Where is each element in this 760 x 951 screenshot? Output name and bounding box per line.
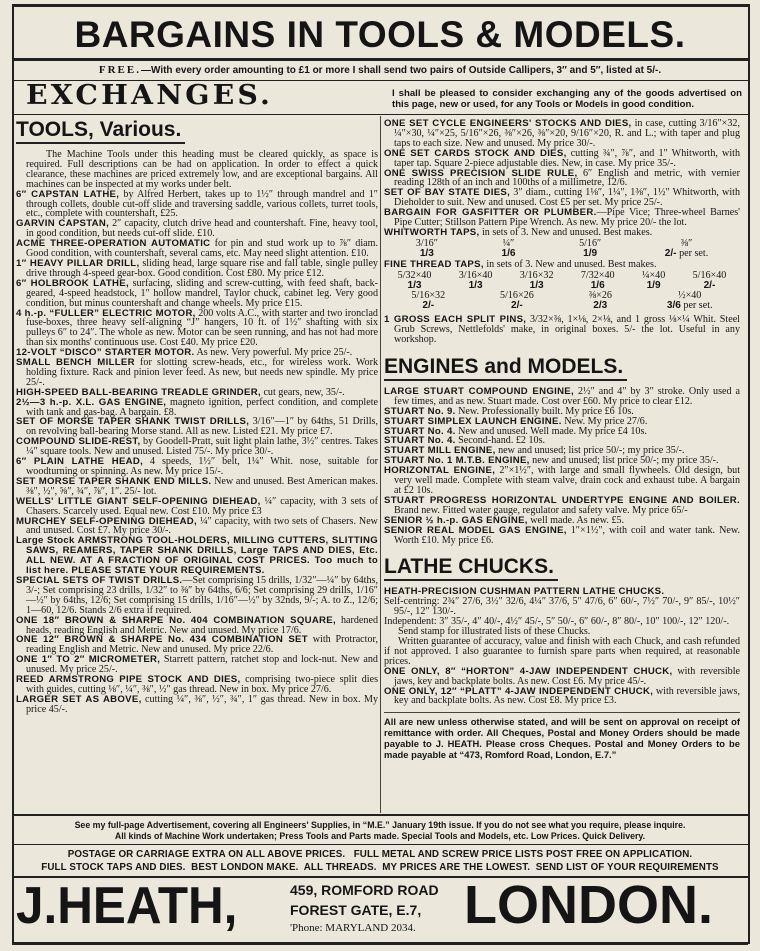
tap-size: ¼×40	[641, 269, 666, 281]
chucks-notes	[384, 627, 740, 667]
item-description: hardened heads, reading English and Metric. New and unused. My price 17/6.	[26, 614, 378, 636]
chuck-note: Send stamp for illustrated lists of these Chucks.	[398, 626, 591, 638]
item-title: BARGAIN FOR GASFITTER OR PLUMBER.	[384, 207, 597, 219]
chucks-list	[384, 587, 740, 627]
item-description: Brand new. Fitted water gauge, regulator and safety valve. My price 65/-	[394, 504, 688, 516]
item-title: Large Stock ARMSTRONG TOOL-HOLDERS, MILLING CUTTERS, SLITTING SAWS, REAMERS, TAPER SHANK DRILLS, Large TAPS AND DIES, Etc. ALL NEW. AT A FRACTION OF ORIGINAL COST PRICES. Too much to list here. PLEASE STATE YOUR REQUIREMENTS.	[16, 535, 378, 577]
list-item	[384, 387, 740, 407]
list-item	[16, 457, 378, 477]
list-item	[16, 477, 378, 497]
price-cell	[589, 291, 612, 311]
tap-size: 5/16″	[579, 237, 602, 249]
item-description: with reversible jaws, key and backplate bolts. As new. Cost £8. My price £3.	[394, 685, 740, 707]
item-description: —Set comprising 15 drills, 1/32″—¼″ by 64ths, 3/-; Set comprising 23 drills, 1/32″ to ⅜″ by 64ths, 6/6; Set comprising 29 drills, 1/16″—½″ by 64ths, 12/6; Set comprising 15 drills, 1/16″—½″ by 32nds, 9/-; A. to Z., 12/6; 1—60, 12/6. Stands 2/6 extra if required.	[26, 574, 378, 616]
item-description: New and unused. Best American makes. ⅜″, ½″, ⅝″, ¾″, ⅞″, 1″. 25/- lot.	[26, 475, 378, 497]
fine-thread-taps	[384, 260, 740, 312]
item-title: STUART No. 4.	[384, 435, 456, 447]
price-cell	[665, 239, 708, 259]
item-title: STUART PROGRESS HORIZONTAL UNDERTYPE ENGINE AND BOILER.	[384, 494, 740, 506]
item-description: in case, cutting 3/16″×32, ¼″×30, ¼″×25, 5/16″×26, ⅜″×26, ⅜″×20, 9/16″×20, R. and L.; with taper and plug taps to each size. New and unused. My price 30/-.	[394, 118, 740, 149]
advert-note	[14, 820, 746, 842]
item-description: comprising two-piece split dies with guides, cutting ⅛″, ¼″, ⅜″, ½″ gas thread. New in box. My price 27/6.	[26, 674, 378, 695]
price-value: 2/-	[510, 300, 523, 312]
item-title: SENIOR REAL MODEL GAS ENGINE,	[384, 524, 567, 536]
item-description: Independent: 3″ 35/-, 4″ 40/-, 4½″ 45/-, 5″ 50/-, 6″ 60/-, 8″ 80/-, 10″ 100/-, 12″ 120/-.	[384, 616, 730, 628]
price-cell	[642, 271, 665, 291]
price-table-row	[384, 239, 740, 259]
item-description: Self-centring: 2¾″ 27/6, 3½″ 32/6, 4¼″ 37/6, 5″ 47/6, 6″ 60/-, 7½″ 70/-, 9″ 85/-, 10½″ 95/-, 12″ 130/-.	[384, 596, 740, 618]
price-cell	[667, 291, 713, 311]
list-item	[16, 576, 378, 616]
tap-size: 3/16×32	[519, 269, 554, 281]
tap-size: ¼″	[502, 237, 515, 249]
price-cell	[398, 271, 432, 291]
item-title: REED ARMSTRONG PIPE STOCK AND DIES,	[16, 674, 241, 686]
item-title: STUART No. 1 M.T.B. ENGINE,	[384, 455, 530, 467]
split-pins	[384, 315, 740, 345]
price-cell	[581, 271, 615, 291]
price-value: 1/3	[529, 279, 544, 291]
price-value: 2/-	[703, 279, 716, 291]
item-title: ONE SWISS PRECISION SLIDE RULE,	[384, 167, 578, 179]
divider	[12, 114, 748, 115]
item-title: ONE ONLY, 8″ “HORTON” 4-JAW INDEPENDENT CHUCK,	[384, 665, 673, 677]
item-description: 3/32×⅜, 1×⅛, 2×⅛, and 1 gross ⅛×¼ Whit. Steel Grub Screws, Nettlefolds' make, in original boxes. 5/- the lot. Useful in any workshop.	[394, 314, 740, 346]
tap-price	[589, 301, 612, 311]
item-title: HORIZONTAL ENGINE,	[384, 465, 496, 477]
item-title: SMALL BENCH MILLER	[16, 357, 135, 369]
tap-price	[579, 249, 601, 259]
item-description: new and unused; list price 50/-; my price 35/-.	[495, 445, 685, 457]
item-title: ONE 12″ BROWN & SHARPE No. 434 COMBINATION SET	[16, 634, 308, 646]
item-title: STUART SIMPLEX LAUNCH ENGINE.	[384, 415, 562, 427]
item-title: ACME THREE-OPERATION AUTOMATIC	[16, 238, 211, 250]
tap-price	[520, 281, 554, 291]
item-title: COMPOUND SLIDE-REST,	[16, 436, 141, 448]
item-description: ¼″ capacity, with two sets of Chasers. New and unused. Cost £7. My price 30/-.	[26, 515, 378, 537]
list-item	[16, 517, 378, 537]
item-description: cutting ¼″, ⅜″, ½″, ¾″, 1″ gas thread. New in box. My price 45/-.	[26, 693, 378, 715]
tap-price	[501, 249, 515, 259]
item-title: ONE ONLY, 12″ “PLATT” 4-JAW INDEPENDENT CHUCK,	[384, 685, 654, 697]
item-description: surfacing, sliding and screw-cutting, with feed shaft, back-geared, 4-speed headstock, 1″ hollow mandrel, Taylor chuck, cabinet leg. Very good condition, but minus countershaft and change wheels. My price £15.	[26, 277, 378, 309]
postage-line-2: FULL STOCK TAPS AND DIES. BEST LONDON MAKE. ALL THREADS. MY PRICES ARE THE LOWEST. SEND LIST OF YOUR REQUIREMENTS	[41, 862, 719, 873]
advert-line-2: All kinds of Machine Work undertaken; Press Tools and Parts made. Special Tools and Models, etc. Low Prices. Quick Delivery.	[114, 831, 646, 841]
page-title: BARGAINS IN TOOLS & MODELS.	[74, 14, 686, 55]
item-title: LARGE STUART COMPOUND ENGINE,	[384, 385, 574, 397]
item-description: 3/16″—1″ by 64ths, 51 Drills, on revolving ball-bearing Morse stand. All as new. Listed £21. My price £7.	[26, 416, 378, 438]
merchant-city: LONDON.	[464, 875, 713, 935]
item-description: —Pipe Vice; Three-wheel Barnes' Pipe Cutter; Stillson Pattern Pipe Wrench. As new. My price 20/- the lot.	[394, 207, 740, 229]
list-item	[384, 687, 740, 707]
price-cell	[501, 239, 515, 259]
item-description: well made. As new. £5.	[527, 514, 625, 526]
item-description: for slotting screw-heads, etc., for wireless work. Work holding fixture. Rack and pinion lever feed. As new, but needs new spindle. My price 25/-.	[26, 357, 378, 388]
price-cell	[411, 291, 445, 311]
tap-size: ⅜×26	[588, 290, 612, 302]
exchanges-heading: EXCHANGES.	[26, 80, 274, 111]
item-title: 6″ CAPSTAN LATHE,	[16, 188, 120, 200]
tap-size: 5/16×26	[500, 290, 534, 302]
item-description: 200 volts A.C., with starter and two ironclad fuse-boxes, three heavy self-aligning “J” hangers, 10 ft. of 1½″ shafting with six pulleys 6″ to 24″. The whole as new. Motor can be seen running, and has not had more than six months' continuous use. Cost £40. My price £20.	[26, 307, 378, 349]
item-description: 2½″ and 4″ by 3″ stroke. Only used a few times, and as new. Stuart made. Cost over £60. My price to clear £12.	[394, 385, 741, 407]
list-item	[16, 635, 378, 655]
list-item	[16, 437, 378, 457]
price-cell	[579, 239, 601, 259]
item-title: SET MORSE TAPER SHANK END MILLS.	[16, 475, 212, 487]
item-title: HEATH-PRECISION CUSHMAN PATTERN LATHE CHUCKS.	[384, 586, 665, 598]
list-item	[16, 309, 378, 349]
list-item	[16, 497, 378, 517]
item-title: STUART No. 4.	[384, 425, 456, 437]
item-title: ONE SET CARDS STOCK AND DIES,	[384, 147, 567, 159]
item-title: 2½—3 h.-p. X.L. GAS ENGINE,	[16, 396, 167, 408]
price-value: 1/6	[501, 247, 516, 259]
item-description: magneto ignition, perfect condition, and complete with tank and gas-bag. A bargain. £8.	[26, 396, 378, 418]
price-value: 1/6	[590, 279, 605, 291]
item-title: MURCHEY SELF-OPENING DIEHEAD,	[16, 515, 197, 527]
tap-price	[459, 281, 493, 291]
list-item	[384, 188, 740, 208]
item-description: 2″×1½″, with large and small flywheels. Old design, but very well made. Complete with steam valve, drain cock and exhaust tube. A bargain at £2 10s.	[394, 465, 740, 496]
list-item	[16, 417, 378, 437]
tap-size: 5/32×40	[397, 269, 432, 281]
tap-size: 7/32×40	[580, 269, 615, 281]
list-item	[16, 190, 378, 220]
tap-price	[398, 281, 432, 291]
engines-list	[384, 387, 740, 546]
address-line-1: 459, ROMFORD ROAD	[290, 882, 439, 898]
item-title: 1″ HEAVY PILLAR DRILL,	[16, 257, 140, 269]
list-item	[384, 667, 740, 687]
list-item	[384, 597, 740, 617]
list-item	[384, 208, 740, 228]
item-title: STUART No. 9.	[384, 405, 456, 417]
list-item	[16, 279, 378, 309]
item-description: Starrett pattern, ratchet stop and lock-nut. New and unused. My price 25/-.	[26, 654, 378, 676]
free-text: —With every order amounting to £1 or more I shall send two pairs of Outside Callipers, 3″ and 5″, listed at 5/-.	[140, 65, 662, 76]
tap-price	[416, 249, 438, 259]
tap-price	[693, 281, 727, 291]
terms-notice: All are new unless otherwise stated, and will be sent on approval on receipt of remittance with order. All Cheques, Postal and Money Orders should be made payable to J. HEATH. Please cross Cheques. Postal and Money Orders to be made payable at “473, Romford Road, London, E.7.”	[384, 712, 740, 760]
tap-size: ½×40	[678, 290, 702, 302]
list-item	[384, 119, 740, 149]
item-description: in sets of 3. New and unused. Best makes.	[479, 226, 653, 238]
item-title: ONE SET CYCLE ENGINEERS' STOCKS AND DIES,	[384, 118, 632, 129]
list-item	[384, 315, 740, 345]
price-cell	[693, 271, 727, 291]
divider	[12, 844, 748, 845]
chucks-heading: LATHE CHUCKS.	[384, 555, 558, 581]
tap-price	[665, 249, 708, 259]
item-title: WHITWORTH TAPS,	[384, 226, 480, 238]
list-item	[384, 228, 740, 238]
item-title: 6″ HOLBROOK LATHE,	[16, 277, 129, 289]
postage-line-1: POSTAGE OR CARRIAGE EXTRA ON ALL ABOVE PRICES. FULL METAL AND SCREW PRICE LISTS POST FREE ON APPLICATION.	[67, 849, 693, 860]
merchant-address	[290, 880, 439, 936]
list-item	[16, 695, 378, 715]
item-title: SET OF BAY STATE DIES,	[384, 187, 511, 199]
item-description: 6″ English and metric, with vernier reading 128th of an inch and 100ths of a millimetre, 12/6.	[394, 167, 741, 189]
item-title: LARGER SET AS ABOVE,	[16, 693, 142, 705]
item-description: New and unused. Well made. My price £4 10s.	[455, 425, 647, 437]
item-description: sliding head, large square rise and fall table, single pulley drive through 4-speed gear-box. Good condition. Cost £80. My price £12.	[26, 257, 378, 279]
item-description: 4 speeds, 1½″ belt, 1¼″ Whit. nose, suitable for woodturning or spinning. As new. My price 15/-.	[26, 456, 378, 477]
price-suffix: per set.	[680, 300, 713, 312]
address-line-2: FOREST GATE, E.7,	[290, 902, 422, 918]
list-item	[384, 260, 740, 270]
item-title: 12-VOLT “DISCO” STARTER MOTOR.	[16, 347, 195, 359]
item-description: As new. Very powerful. My price 25/-.	[194, 347, 353, 359]
item-title: 4 h.-p. “FULLER” ELECTRIC MOTOR,	[16, 307, 196, 319]
item-description: 1″×1½″, with coil and water tank. New. Worth £10. My price £6.	[394, 524, 741, 546]
item-title: GARVIN CAPSTAN,	[16, 218, 110, 230]
item-title: SENIOR ½ h.-p. GAS ENGINE,	[384, 514, 528, 526]
column-divider	[380, 116, 381, 813]
price-cell	[520, 271, 554, 291]
item-description: ¼″ capacity, with 3 sets of Chasers. Scarcely used. Equal new. Cost £10. My price £3	[26, 495, 379, 517]
item-description: cut gears, new, 35/-.	[260, 386, 345, 398]
chucks-offers	[384, 667, 740, 707]
list-item	[384, 149, 740, 169]
item-description: Second-hand. £2 10s.	[455, 435, 546, 447]
tap-price	[500, 301, 534, 311]
tools-heading: TOOLS, Various.	[16, 118, 185, 144]
item-description: with Protractor, reading English and Metric. New and unused. My price 22/6.	[26, 634, 378, 656]
price-value: 3/6	[666, 300, 681, 312]
list-item	[384, 466, 740, 496]
item-title: FINE THREAD TAPS,	[384, 258, 484, 270]
chuck-note: Written guarantee of accuracy, value and finish with each Chuck, and cash refunded if not approved. I also guarantee to furnish spare parts when required, at reasonable prices.	[384, 635, 740, 667]
list-item	[16, 675, 378, 695]
exchanges-note: I shall be pleased to consider exchanging any of the goods advertised on this page, new or used, for any Tools or Models in good condition.	[392, 88, 742, 110]
item-title: ONE 18″ BROWN & SHARPE No. 404 COMBINATION SQUARE,	[16, 614, 336, 626]
merchant-name: J.HEATH,	[16, 877, 238, 935]
tools-intro: The Machine Tools under this heading must be cleared quickly, as space is required. Full descriptions can be had on application. In order to effect a quick clearance, these machines are priced extremely low, and are exceptional bargains. All machines can be inspected at my works under belt.	[26, 149, 378, 190]
price-suffix: per set.	[676, 247, 709, 259]
right-column	[384, 119, 740, 760]
tap-price	[411, 301, 445, 311]
list-item	[16, 219, 378, 239]
price-value: 1/9	[646, 279, 661, 291]
postage-note	[14, 848, 746, 874]
item-title: SET OF MORSE TAPER SHANK TWIST DRILLS,	[16, 416, 250, 428]
item-description: for pin and stud work up to ⅞″ diam. Good condition, with countershaft, several cams, etc. May need slight attention. £10.	[26, 238, 379, 260]
divider	[12, 58, 748, 61]
tap-size: 5/16×40	[692, 269, 727, 281]
bottom-rule	[12, 942, 748, 945]
list-item	[16, 616, 378, 636]
tap-price	[667, 301, 713, 311]
engines-heading: ENGINES and MODELS.	[384, 355, 627, 381]
whitworth-taps	[384, 228, 740, 259]
item-description: 3″ diam., cutting 1⅛″, 1¼″, 1⅜″, 1½″ Whitworth, with Dieholder to suit. New and unused. Cost £5 per set. My price 25/-.	[394, 187, 740, 209]
tap-size: 3/16″	[415, 237, 438, 249]
item-description: by Alfred Herbert, takes up to 1½″ through mandrel and 1″ through collets, double cut-off slide and traversing saddle, various collets, turret tools, etc., complete with countershaft, £25.	[26, 188, 379, 220]
tap-size: ⅜″	[680, 237, 693, 249]
item-title: SPECIAL SETS OF TWIST DRILLS.	[16, 574, 183, 586]
free-offer	[14, 64, 746, 76]
advert-line-1: See my full-page Advertisement, covering all Engineers' Supplies, in “M.E.” January 19th issue. If you do not see what you require, please inquire.	[74, 820, 686, 830]
list-item	[16, 398, 378, 418]
phone: 'Phone: MARYLAND 2034.	[290, 922, 416, 934]
item-description: in sets of 3. New and unused. Best makes.	[483, 258, 657, 270]
price-value: 2/-	[422, 300, 435, 312]
item-title: STUART MILL ENGINE,	[384, 445, 496, 457]
item-title: 1 GROSS EACH SPLIT PINS,	[384, 314, 527, 326]
price-value: 2/3	[593, 300, 608, 312]
list-item	[16, 239, 378, 259]
price-table-row	[384, 291, 740, 311]
tap-price	[581, 281, 615, 291]
top-rule	[12, 4, 748, 7]
price-value: 1/9	[583, 247, 598, 259]
item-title: HIGH-SPEED BALL-BEARING TREADLE GRINDER,	[16, 386, 261, 398]
price-value: 1/3	[407, 279, 422, 291]
divider	[12, 814, 748, 816]
price-cell	[416, 239, 438, 259]
item-description: New. My price 27/6.	[561, 415, 648, 427]
item-description: New. Professionally built. My price £6 10s.	[455, 405, 634, 417]
list-item	[16, 655, 378, 675]
item-description: by Goodell-Pratt, suit light plain lathe, 3½″ centres. Takes ¼″ square tools. New and unused. Listed 75/-. My price 30/-.	[26, 436, 378, 458]
tap-size: 5/16×32	[411, 290, 446, 302]
list-item	[384, 496, 740, 516]
tap-size: 3/16×40	[458, 269, 493, 281]
price-value: 1/3	[468, 279, 483, 291]
price-cell	[459, 271, 493, 291]
item-description: with reversible jaws, key and backplate bolts. As new. Cost £6. My price 45/-.	[394, 665, 740, 687]
item-title: WELLS' LITTLE GIANT SELF-OPENING DIEHEAD,	[16, 495, 261, 507]
list-item	[384, 526, 740, 546]
item-description: new and unused; list price 50/-; my price 35/-.	[529, 455, 719, 467]
item-description: 2″ capacity, clutch drive head and countershaft. Fine, heavy tool, in good condition, but needs cut-off slide. £10.	[26, 218, 378, 240]
price-cell	[500, 291, 534, 311]
tap-price	[642, 281, 665, 291]
list-item	[16, 259, 378, 279]
tools-column	[16, 118, 378, 715]
item-title: 6″ PLAIN LATHE HEAD,	[16, 456, 144, 468]
tools-list	[16, 190, 378, 715]
price-table-row	[384, 271, 740, 291]
list-item	[16, 358, 378, 388]
item-description: cutting ¾″, ⅞″, and 1″ Whitworth, with taper tap. Square 2-piece adjustable dies. New, in case. My price 35/-.	[394, 147, 741, 169]
free-label: FREE.	[98, 64, 141, 76]
item-title: ONE 1″ TO 2″ MICROMETER,	[16, 654, 161, 666]
price-value: 2/-	[664, 247, 677, 259]
list-item	[384, 169, 740, 189]
price-value: 1/3	[419, 247, 434, 259]
misc-list	[384, 119, 740, 228]
list-item	[16, 536, 378, 576]
